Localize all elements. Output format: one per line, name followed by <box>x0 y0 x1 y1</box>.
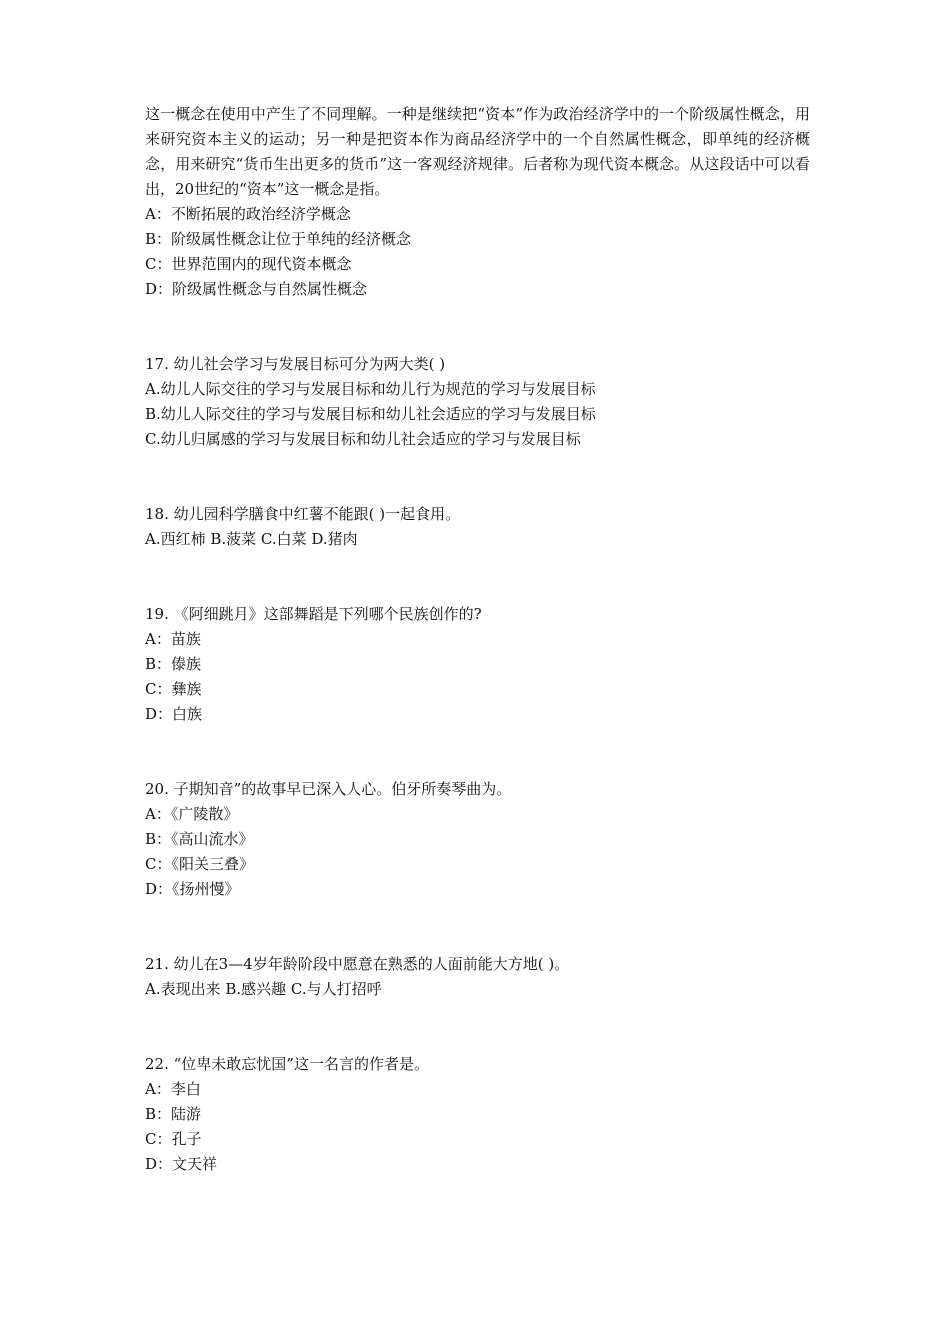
option-d: D：《扬州慢》 <box>145 880 240 898</box>
question-stem: 这一概念在使用中产生了不同理解。一种是继续把“资本”作为政治经济学中的一个阶级属性概念，用来研究资本主义的运动；另一种是把资本作为商品经济学中的一个自然属性概念，即单纯的经济概念，用来研究“货币生出更多的货币”这一客观经济规律。后者称为现代资本概念。从这段话中可以看出，20世纪的“资本”这一概念是指。 <box>145 105 810 198</box>
options-line: A.西红柿 B.菠菜 C.白菜 D.猪肉 <box>145 530 358 548</box>
option-c: C：世界范围内的现代资本概念 <box>145 255 352 273</box>
option-c: C：《阳关三叠》 <box>145 855 254 873</box>
question-17 <box>145 352 810 452</box>
spacer <box>145 302 810 352</box>
question-stem: 22. “位卑未敢忘忧国”这一名言的作者是。 <box>145 1055 429 1073</box>
question-20 <box>145 777 810 902</box>
document-content <box>145 102 810 1177</box>
question-21 <box>145 952 810 1002</box>
spacer <box>145 452 810 502</box>
option-a: A.幼儿人际交往的学习与发展目标和幼儿行为规范的学习与发展目标 <box>145 380 596 398</box>
option-b: B：阶级属性概念让位于单纯的经济概念 <box>145 230 412 248</box>
option-a: A：《广陵散》 <box>145 805 239 823</box>
option-c: C：彝族 <box>145 680 202 698</box>
question-stem: 17. 幼儿社会学习与发展目标可分为两大类( ) <box>145 355 446 373</box>
option-a: A：苗族 <box>145 630 201 648</box>
question-22 <box>145 1052 810 1177</box>
option-d: D：阶级属性概念与自然属性概念 <box>145 280 368 298</box>
question-intro <box>145 102 810 302</box>
spacer <box>145 552 810 602</box>
spacer <box>145 1002 810 1052</box>
option-b: B：陆游 <box>145 1105 202 1123</box>
question-stem: 19. 《阿细跳月》这部舞蹈是下列哪个民族创作的? <box>145 605 482 623</box>
option-b: B：《高山流水》 <box>145 830 254 848</box>
question-stem: 21. 幼儿在3—4岁年龄阶段中愿意在熟悉的人面前能大方地( )。 <box>145 955 570 973</box>
option-a: A：不断拓展的政治经济学概念 <box>145 205 351 223</box>
question-stem: 20. 子期知音”的故事早已深入人心。伯牙所奏琴曲为。 <box>145 780 512 798</box>
spacer <box>145 902 810 952</box>
question-19 <box>145 602 810 727</box>
option-d: D：文天祥 <box>145 1155 218 1173</box>
question-stem: 18. 幼儿园科学膳食中红薯不能跟( )一起食用。 <box>145 505 461 523</box>
option-a: A：李白 <box>145 1080 201 1098</box>
option-c: C.幼儿归属感的学习与发展目标和幼儿社会适应的学习与发展目标 <box>145 430 581 448</box>
options-line: A.表现出来 B.感兴趣 C.与人打招呼 <box>145 980 382 998</box>
option-c: C：孔子 <box>145 1130 202 1148</box>
spacer <box>145 727 810 777</box>
option-d: D：白族 <box>145 705 203 723</box>
question-18 <box>145 502 810 552</box>
option-b: B.幼儿人际交往的学习与发展目标和幼儿社会适应的学习与发展目标 <box>145 405 596 423</box>
option-b: B：傣族 <box>145 655 202 673</box>
